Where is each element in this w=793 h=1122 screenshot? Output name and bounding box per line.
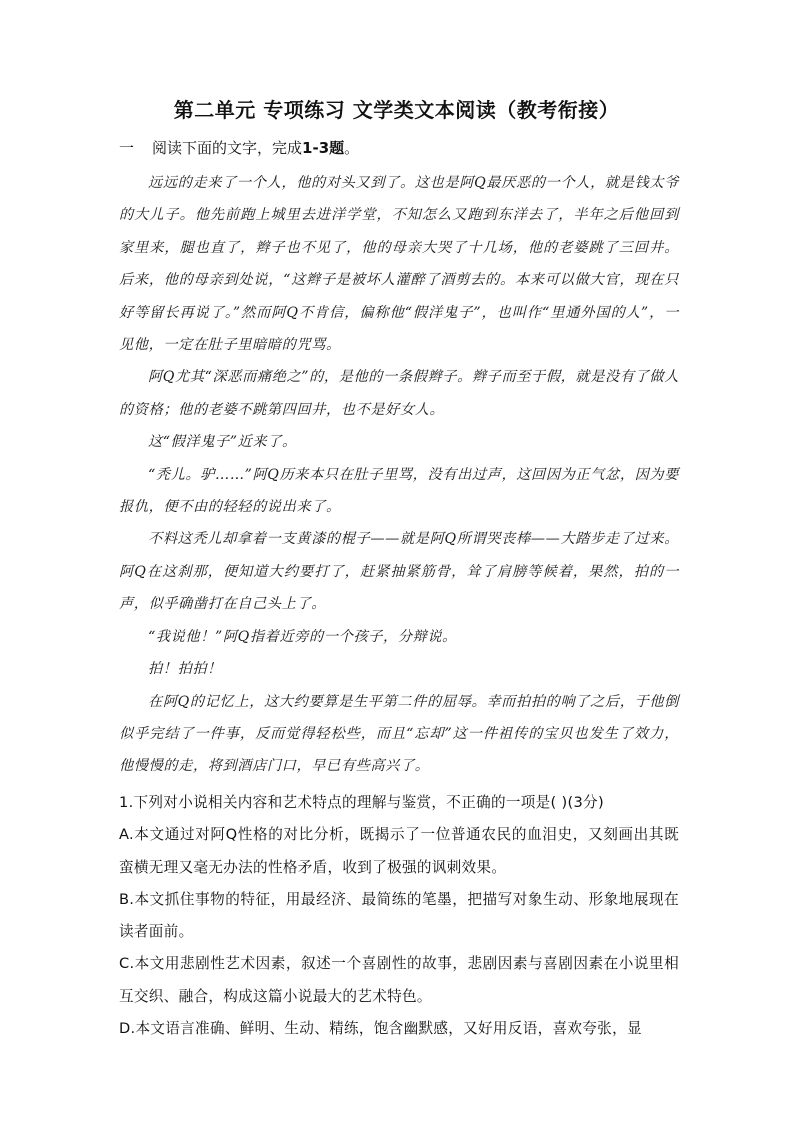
- passage-paragraph: “我说他！”阿Q指着近旁的一个孩子，分辩说。: [148, 628, 457, 645]
- passage-paragraph: 远远的走来了一个人，他的对头又到了。这也是阿Q最厌恶的一个人，就是钱太爷的大儿子。他先前跑上城里去进洋学堂，不知怎么又跑到东洋去了，半年之后他回到家里来，腿也直了，辫子也不见了，他的母亲大哭了十几场，他的老婆跳了三回井。后来，他的母亲到处说，“这辫子是被坏人灌醉了酒剪去的。本来可以做大官，现在只好等留长再说了。”然而阿Q不肯信，偏称他“假洋鬼子”，也叫作“里通外国的人”，一见他，一定在肚子里暗暗的咒骂。: [119, 175, 679, 354]
- question-stem: 1.下列对小说相关内容和艺术特点的理解与鉴赏，不正确的一项是( )(3分): [119, 794, 604, 811]
- section-number: 一: [119, 139, 135, 157]
- instruction-question-range: 1-3题: [302, 139, 345, 157]
- answer-option-b: B.本文抓住事物的特征，用最经济、最简练的笔墨，把描写对象生动、形象地展现在读者面前。: [119, 890, 679, 941]
- instruction-text: 阅读下面的文字，完成: [152, 139, 303, 157]
- instruction-period: 。: [344, 139, 360, 157]
- passage-paragraph: 拍！拍拍！: [148, 661, 222, 678]
- passage-paragraph: 在阿Q的记忆上，这大约要算是生平第二件的屈辱。幸而拍拍的响了之后，于他倒似乎完结了一件事，反而觉得轻松些，而且“忘却”这一件祖传的宝贝也发生了效力，他慢慢的走，将到酒店门口，早已有些高兴了。: [119, 693, 679, 775]
- passage-paragraph: 阿Q尤其“深恶而痛绝之”的，是他的一条假辫子。辫子而至于假，就是没有了做人的资格；他的老婆不跳第四回井，也不是好女人。: [119, 369, 679, 418]
- answer-option-c: C.本文用悲剧性艺术因素，叙述一个喜剧性的故事，悲剧因素与喜剧因素在小说里相互交织、融合，构成这篇小说最大的艺术特色。: [119, 955, 679, 1005]
- passage-paragraph: 不料这秃儿却拿着一支黄漆的棍子——就是阿Q所谓哭丧棒——大踏步走了过来。阿Q在这刹那，便知道大约要打了，赶紧抽紧筋骨，耸了肩膀等候着，果然，拍的一声，似乎确凿打在自己头上了。: [119, 531, 679, 613]
- answer-option-a: A.本文通过对阿Q性格的对比分析，既揭示了一位普通农民的血泪史，又刻画出其既蛮横无理又毫无办法的性格矛盾，收到了极强的讽刺效果。: [119, 826, 679, 876]
- section-instruction: [119, 137, 679, 158]
- passage-paragraph: 这“假洋鬼子”近来了。: [148, 434, 297, 451]
- page-title: 第二单元 专项练习 文学类文本阅读（教考衔接）: [173, 98, 620, 122]
- answer-option-d: D.本文语言准确、鲜明、生动、精练，饱含幽默感，又好用反语，喜欢夸张，显: [119, 1020, 642, 1038]
- question-block: [119, 787, 679, 1045]
- passage-paragraph: “秃儿。驴……”阿Q历来本只在肚子里骂，没有出过声，这回因为正气忿，因为要报仇，便不由的轻轻的说出来了。: [119, 466, 679, 516]
- reading-passage: [119, 167, 679, 783]
